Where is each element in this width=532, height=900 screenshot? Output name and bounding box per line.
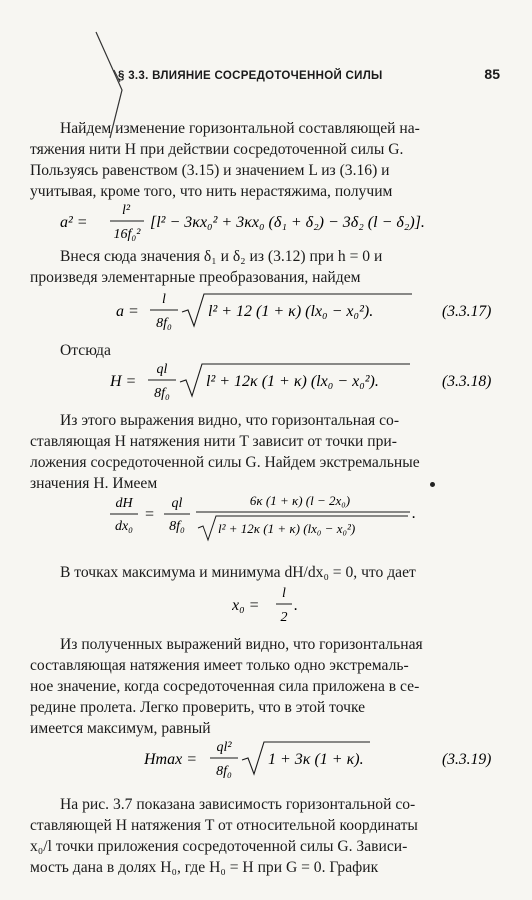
eq-frac-den: 8f₀ [154, 386, 170, 401]
ink-speck [430, 482, 435, 487]
text-line: составляющая натяжения имеет только одно экстремаль- [30, 657, 409, 674]
eq-lhs-num: dH [115, 496, 133, 511]
paragraph-4 [30, 410, 500, 494]
running-title: § 3.3. ВЛИЯНИЕ СОСРЕДОТОЧЕННОЙ СИЛЫ [118, 70, 383, 82]
page-header [118, 66, 500, 82]
text-line: Из полученных выражений видно, что горизонтальная [60, 636, 423, 653]
text-line: Отсюда [60, 342, 111, 359]
eq-frac-num: ql [171, 496, 183, 511]
text-line: имеется максимум, равный [30, 720, 211, 737]
eq-frac-den: 16f₀² [113, 227, 141, 242]
paragraph-1 [30, 118, 500, 202]
text-line: ложения сосредоточенной силы G. Найдем экстремальные [30, 454, 420, 471]
text-line: Найдем изменение горизонтальной составляющей на- [60, 120, 420, 137]
eq-frac-den: 2 [280, 610, 288, 625]
eq-frac-num: l [282, 586, 286, 601]
eq-frac-den: 8f₀ [216, 764, 232, 779]
text-line: Из этого выражения видно, что горизонтальная со- [60, 412, 400, 429]
eq-body: [l² − 3κx₀² + 3κx₀ (δ₁ + δ₂) − 3δ₂ (l − δ₂)]. [150, 214, 425, 231]
eq-frac-den: 8f₀ [169, 519, 185, 534]
equation-number: (3.3.17) [442, 303, 492, 320]
eq-frac-num: ql² [216, 740, 232, 755]
text-line: ставляющая H натяжения нити T зависит от точки при- [30, 433, 397, 450]
text-line: произведя элементарные преобразования, найдем [30, 269, 361, 286]
eq-lhs-den: dx₀ [114, 519, 134, 534]
text-line: значения H. Имеем [30, 475, 158, 492]
text-line: ное значение, когда сосредоточенная сила приложена в се- [30, 678, 420, 695]
equation-H [110, 360, 506, 404]
equation-Hmax [144, 736, 506, 784]
eq-frac-num: l² [121, 203, 131, 218]
eq-lhs: x₀ = [232, 597, 260, 614]
page-number: 85 [484, 66, 500, 82]
paragraph-2 [30, 246, 500, 288]
eq-radicand: l² + 12κ (1 + κ) (lx₀ − x₀²). [206, 373, 379, 390]
eq-radicand: 1 + 3κ (1 + κ). [268, 751, 364, 768]
text-line: тяжения нити H при действии сосредоточенной силы G. [30, 141, 404, 158]
text-line: В точках максимума и минимума dH/dx₀ = 0, что дает [60, 564, 416, 581]
eq-lhs: H = [110, 373, 137, 390]
eq-radicand: l² + 12 (1 + κ) (lx₀ − x₀²). [208, 303, 374, 320]
eq-big-num: 6κ (1 + κ) (l − 2x₀) [249, 493, 351, 508]
equation-number: (3.3.18) [442, 373, 492, 390]
equation-a-squared [60, 200, 500, 246]
eq-lhs: Hmax = [144, 751, 198, 768]
eq-tail: . [412, 505, 416, 522]
text-line: Пользуясь равенством (3.15) и значением L из (3.16) и [30, 162, 390, 179]
text-line: мость дана в долях H₀, где H₀ = H при G = 0. График [30, 859, 379, 876]
paragraph-6 [30, 634, 500, 739]
text-line: учитывая, кроме того, что нить нерастяжима, получим [30, 183, 393, 200]
paragraph-5 [30, 562, 500, 583]
eq-frac-den: 8f₀ [156, 316, 172, 331]
eq-lhs: a = [116, 303, 139, 320]
eq-frac-num: l [162, 292, 166, 307]
eq-big-den: l² + 12κ (1 + κ) (lx₀ − x₀²) [218, 521, 356, 536]
eq-frac-num: ql [156, 362, 168, 377]
paragraph-7 [30, 794, 500, 878]
eq-equals: = [144, 506, 155, 523]
paragraph-3 [30, 340, 500, 361]
text-line: x₀/l точки приложения сосредоточенной силы G. Зависи- [30, 838, 408, 855]
text-line: ставляющей H натяжения T от относительной координаты [30, 817, 418, 834]
equation-a [116, 290, 506, 334]
text-line: редине пролета. Легко проверить, что в этой точке [30, 699, 366, 716]
equation-dH-dx0 [110, 488, 430, 544]
eq-tail: . [294, 597, 298, 614]
text-line: Внеся сюда значения δ₁ и δ₂ из (3.12) при h = 0 и [60, 248, 383, 265]
equation-x0 [232, 584, 312, 628]
eq-lhs: a² = [60, 214, 88, 231]
equation-number: (3.3.19) [442, 751, 492, 768]
text-line: На рис. 3.7 показана зависимость горизонтальной со- [60, 796, 416, 813]
